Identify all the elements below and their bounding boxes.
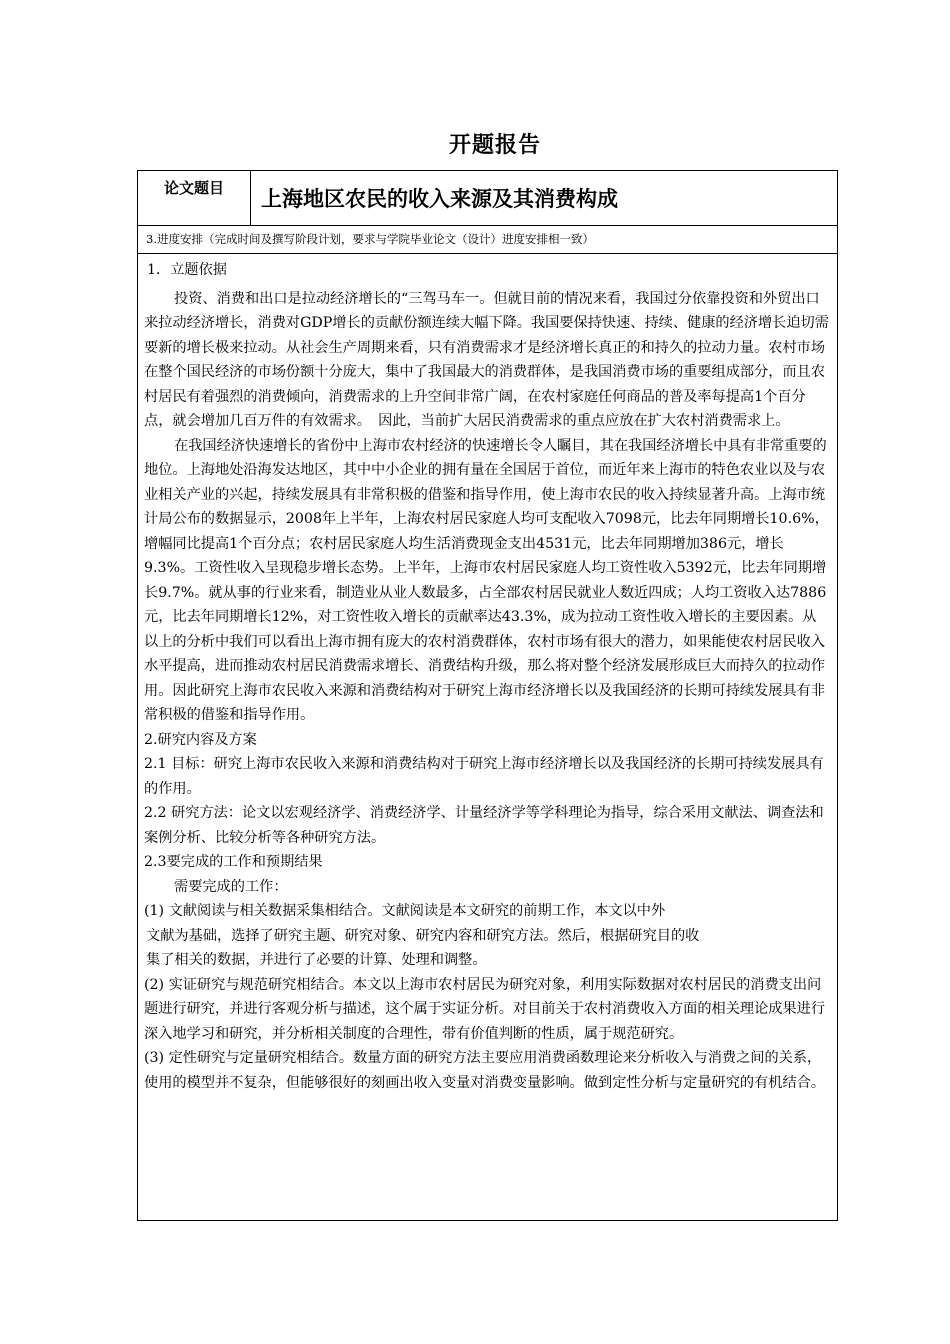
schedule-note: 3.进度安排（完成时间及撰写阶段计划，要求与学院毕业论文（设计）进度安排相一致） xyxy=(138,226,837,254)
thesis-title-value: 上海地区农民的收入来源及其消费构成 xyxy=(261,187,618,211)
proposal-form xyxy=(137,170,838,1221)
work-needed-label: 需要完成的工作： xyxy=(174,878,288,895)
thesis-title-row xyxy=(138,171,837,226)
item-3: (3) 定性研究与定量研究相结合。数量方面的研究方法主要应用消费函数理论来分析收入与消费之间的关系，使用的模型并不复杂，但能够很好的刻画出收入变量对消费变量影响。做到定性分析与定量研究的有机结合。 xyxy=(144,1050,826,1091)
document-title: 开题报告 xyxy=(448,133,541,158)
section-2-1: 2.1 目标：研究上海市农民收入来源和消费结构对于研究上海市经济增长以及我国经济的长期可持续发展具有的作用。 xyxy=(144,756,824,797)
item-2: (2) 实证研究与规范研究相结合。本文以上海市农村居民为研究对象，利用实际数据对农村居民的消费支出问题进行研究，并进行客观分析与描述，这个属于实证分析。对目前关于农村消费收入方面的相关理论成果进行深入地学习和研究，并分析相关制度的合理性，带有价值判断的性质，属于规范研究。 xyxy=(144,976,826,1042)
form-body xyxy=(138,258,837,1095)
thesis-title-label: 论文题目 xyxy=(138,171,251,225)
section1-heading: 1．立题依据 xyxy=(147,262,227,278)
item-1-line-3: 集了相关的数据，并进行了必要的计算、处理和调整。 xyxy=(146,952,487,968)
section-2-3: 2.3要完成的工作和预期结果 xyxy=(144,854,323,870)
item-1-line-2: 文献为基础，选择了研究主题、研究对象、研究内容和研究方法。然后，根据研究目的收 xyxy=(146,927,700,944)
paragraph-1: 投资、消费和出口是拉动经济增长的“三驾马车一。但就目前的情况来看，我国过分依靠投资和外贸出口来拉动经济增长，消费对GDP增长的贡献份额连续大幅下降。我国要保持快速、持续、健康的经济增长迫切需要新的增长极来拉动。从社会生产周期来看，只有消费需求才是经济增长真正的和持久的拉动力量。农村市场在整个国民经济的市场份额十分庞大，集中了我国最大的消费群体，是我国消费市场的重要组成部分，而且农村居民有着强烈的消费倾向，消费需求的上升空间非常广阔，在农村家庭任何商品的普及率每提高1个百分点，就会增加几百万件的有效需求。 因此，当前扩大居民消费需求的重点应放在扩大农村消费需求上。 xyxy=(144,290,829,429)
paragraph-2: 在我国经济快速增长的省份中上海市农村经济的快速增长令人瞩目，其在我国经济增长中具有非常重要的地位。上海地处沿海发达地区，其中中小企业的拥有量在全国居于首位，而近年来上海市的特色农业以及与农业相关产业的兴起，持续发展具有非常积极的借鉴和指导作用，使上海市农民的收入持续显著升高。上海市统计局公布的数据显示，2008年上半年，上海农村居民家庭人均可支配收入7098元，比去年同期增长10.6%，增幅同比提高1个百分点；农村居民家庭人均生活消费现金支出4531元，比去年同期增加386元，增长9.3%。工资性收入呈现稳步增长态势。上半年，上海市农村居民家庭人均工资性收入5392元，比去年同期增长9.7%。就从事的行业来看，制造业从业人数最多，占全部农村居民就业人数近四成；人均工资收入达7886元，比去年同期增长12%，对工资性收入增长的贡献率达43.3%，成为拉动工资性收入增长的主要因素。从以上的分析中我们可以看出上海市拥有庞大的农村消费群体，农村市场有很大的潜力，如果能使农村居民收入水平提高，进而推动农村居民消费需求增长、消费结构升级，那么将对整个经济发展形成巨大而持久的拉动作用。因此研究上海市农民收入来源和消费结构对于研究上海市经济增长以及我国经济的长期可持续发展具有非常积极的借鉴和指导作用。 xyxy=(144,437,829,723)
item-1-line-1: (1) 文献阅读与相关数据采集相结合。文献阅读是本文研究的前期工作，本文以中外 xyxy=(144,903,666,919)
section-2-2: 2.2 研究方法：论文以宏观经济学、消费经济学、计量经济学等学科理论为指导，综合采用文献法、调查法和案例分析、比较分析等各种研究方法。 xyxy=(144,805,824,846)
section2-heading: 2.研究内容及方案 xyxy=(144,731,257,748)
